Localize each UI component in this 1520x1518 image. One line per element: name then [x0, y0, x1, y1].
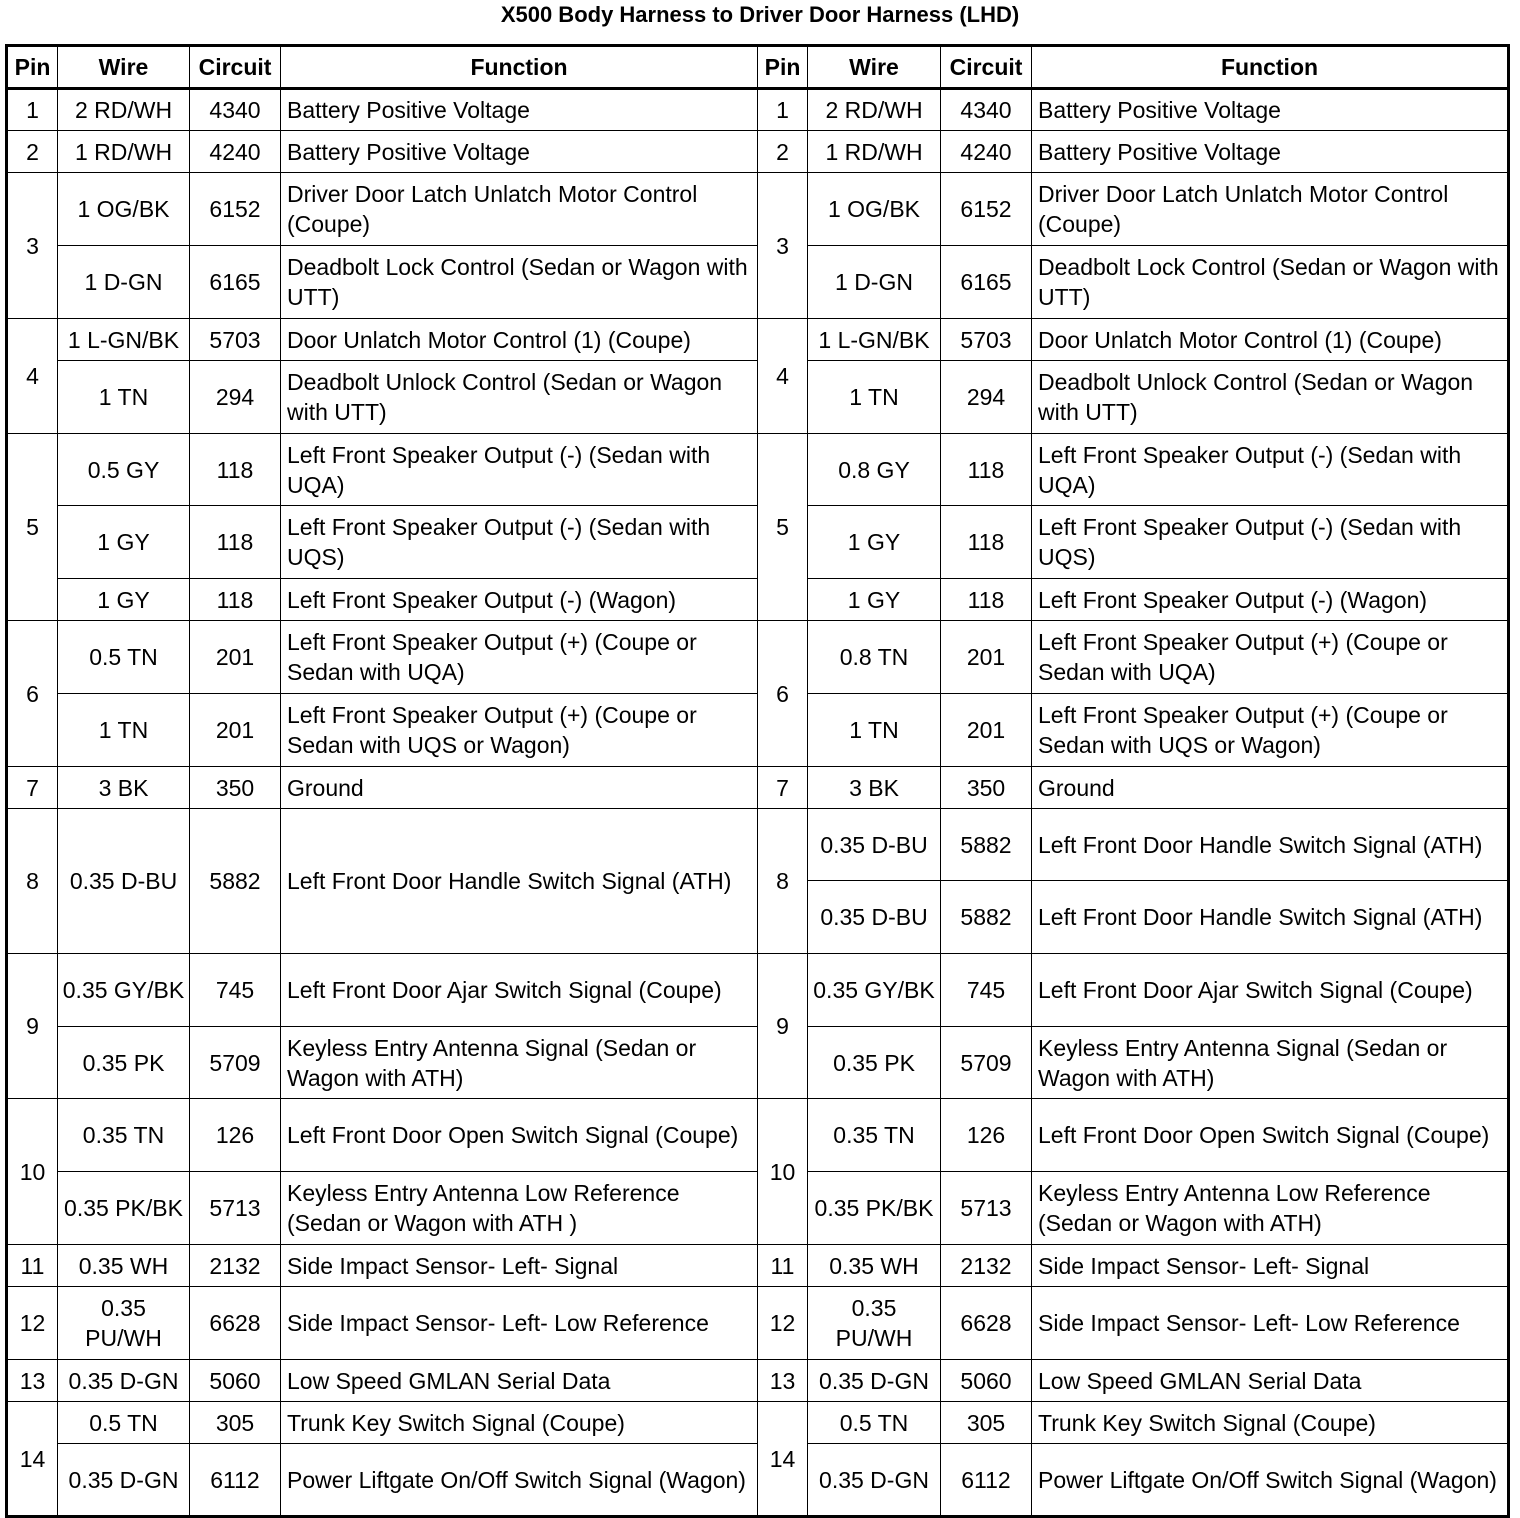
wire-cell-right: 0.35 PU/WH: [808, 1287, 941, 1360]
pin-cell-right: 14: [758, 1402, 808, 1517]
circuit-cell-left: 6165: [190, 246, 281, 319]
wire-cell-right: 0.8 GY: [808, 434, 941, 506]
circuit-cell-right: 5060: [941, 1360, 1032, 1402]
circuit-cell-left: 5709: [190, 1027, 281, 1099]
wire-cell-right: 1 OG/BK: [808, 173, 941, 246]
circuit-cell-left: 118: [190, 506, 281, 579]
circuit-cell-left: 305: [190, 1402, 281, 1444]
table-row: [7, 767, 1509, 809]
function-cell-left: Low Speed GMLAN Serial Data: [281, 1360, 758, 1402]
circuit-cell-left: 5060: [190, 1360, 281, 1402]
function-cell-right: Trunk Key Switch Signal (Coupe): [1032, 1402, 1509, 1444]
circuit-cell-left: 350: [190, 767, 281, 809]
wire-cell-right: 0.35 D-BU: [808, 809, 941, 881]
function-cell-left: Deadbolt Unlock Control (Sedan or Wagon with UTT): [281, 361, 758, 434]
wire-cell-right: 0.35 GY/BK: [808, 954, 941, 1027]
function-cell-right: Left Front Door Handle Switch Signal (ATH): [1032, 809, 1509, 881]
function-cell-left: Left Front Speaker Output (-) (Sedan with UQS): [281, 506, 758, 579]
circuit-cell-left: 6112: [190, 1444, 281, 1517]
table-row: [7, 89, 1509, 131]
circuit-cell-right: 6152: [941, 173, 1032, 246]
function-cell-right: Keyless Entry Antenna Signal (Sedan or Wagon with ATH): [1032, 1027, 1509, 1099]
wire-cell-left: 0.35 WH: [58, 1245, 190, 1287]
circuit-cell-right: 4240: [941, 131, 1032, 173]
circuit-cell-right: 5709: [941, 1027, 1032, 1099]
function-cell-right: Battery Positive Voltage: [1032, 131, 1509, 173]
wire-cell-right: 3 BK: [808, 767, 941, 809]
function-cell-left: Driver Door Latch Unlatch Motor Control (Coupe): [281, 173, 758, 246]
wire-cell-left: 1 TN: [58, 361, 190, 434]
function-cell-right: Side Impact Sensor- Left- Signal: [1032, 1245, 1509, 1287]
circuit-cell-left: 5882: [190, 809, 281, 954]
pin-cell-right: 9: [758, 954, 808, 1099]
wire-cell-right: 0.35 D-GN: [808, 1360, 941, 1402]
pin-cell-right: 3: [758, 173, 808, 319]
wire-cell-right: 1 TN: [808, 694, 941, 767]
function-cell-right: Driver Door Latch Unlatch Motor Control (Coupe): [1032, 173, 1509, 246]
circuit-cell-left: 6628: [190, 1287, 281, 1360]
page-title: X500 Body Harness to Driver Door Harness (LHD): [500, 2, 1020, 27]
wire-cell-left: 3 BK: [58, 767, 190, 809]
table-row: [7, 1402, 1509, 1444]
pin-cell-left: 4: [7, 319, 58, 434]
circuit-cell-left: 2132: [190, 1245, 281, 1287]
circuit-cell-right: 4340: [941, 89, 1032, 131]
function-cell-left: Power Liftgate On/Off Switch Signal (Wagon): [281, 1444, 758, 1517]
circuit-cell-right: 350: [941, 767, 1032, 809]
function-cell-right: Left Front Speaker Output (-) (Sedan with UQA): [1032, 434, 1509, 506]
wire-cell-right: 0.35 TN: [808, 1099, 941, 1172]
pin-cell-left: 14: [7, 1402, 58, 1517]
wire-cell-left: 1 GY: [58, 506, 190, 579]
circuit-cell-left: 201: [190, 694, 281, 767]
circuit-cell-right: 5882: [941, 881, 1032, 954]
pin-cell-right: 13: [758, 1360, 808, 1402]
pin-cell-left: 1: [7, 89, 58, 131]
function-cell-left: Left Front Door Open Switch Signal (Coupe): [281, 1099, 758, 1172]
table-row: [7, 621, 1509, 694]
pin-cell-right: 7: [758, 767, 808, 809]
function-cell-left: Door Unlatch Motor Control (1) (Coupe): [281, 319, 758, 361]
table-row: [7, 1099, 1509, 1172]
circuit-cell-right: 745: [941, 954, 1032, 1027]
pin-cell-left: 7: [7, 767, 58, 809]
circuit-cell-left: 118: [190, 579, 281, 621]
function-cell-left: Left Front Speaker Output (-) (Sedan with UQA): [281, 434, 758, 506]
pin-cell-left: 5: [7, 434, 58, 621]
wire-cell-right: 0.5 TN: [808, 1402, 941, 1444]
header-function-right: Function: [1032, 46, 1509, 89]
circuit-cell-right: 6165: [941, 246, 1032, 319]
function-cell-left: Left Front Door Handle Switch Signal (ATH): [281, 809, 758, 954]
circuit-cell-left: 4340: [190, 89, 281, 131]
function-cell-left: Keyless Entry Antenna Signal (Sedan or Wagon with ATH): [281, 1027, 758, 1099]
circuit-cell-right: 2132: [941, 1245, 1032, 1287]
table-body: [7, 89, 1509, 1517]
circuit-cell-left: 201: [190, 621, 281, 694]
function-cell-right: Left Front Door Handle Switch Signal (ATH): [1032, 881, 1509, 954]
function-cell-left: Left Front Speaker Output (+) (Coupe or Sedan with UQA): [281, 621, 758, 694]
circuit-cell-left: 5713: [190, 1172, 281, 1245]
function-cell-left: Battery Positive Voltage: [281, 89, 758, 131]
wire-cell-left: 0.35 D-GN: [58, 1444, 190, 1517]
header-circuit-right: Circuit: [941, 46, 1032, 89]
function-cell-right: Left Front Door Open Switch Signal (Coupe): [1032, 1099, 1509, 1172]
circuit-cell-right: 118: [941, 506, 1032, 579]
function-cell-right: Keyless Entry Antenna Low Reference (Sedan or Wagon with ATH): [1032, 1172, 1509, 1245]
function-cell-right: Left Front Door Ajar Switch Signal (Coupe): [1032, 954, 1509, 1027]
table-row: [7, 173, 1509, 246]
pin-cell-left: 3: [7, 173, 58, 319]
function-cell-right: Battery Positive Voltage: [1032, 89, 1509, 131]
function-cell-right: Ground: [1032, 767, 1509, 809]
function-cell-left: Ground: [281, 767, 758, 809]
wire-cell-left: 1 GY: [58, 579, 190, 621]
wire-cell-left: 1 TN: [58, 694, 190, 767]
circuit-cell-left: 294: [190, 361, 281, 434]
pin-cell-left: 2: [7, 131, 58, 173]
pin-cell-right: 11: [758, 1245, 808, 1287]
wire-cell-left: 1 RD/WH: [58, 131, 190, 173]
wire-cell-right: 2 RD/WH: [808, 89, 941, 131]
function-cell-right: Left Front Speaker Output (+) (Coupe or Sedan with UQA): [1032, 621, 1509, 694]
function-cell-left: Keyless Entry Antenna Low Reference (Sedan or Wagon with ATH ): [281, 1172, 758, 1245]
table-row: [7, 131, 1509, 173]
circuit-cell-right: 118: [941, 434, 1032, 506]
function-cell-left: Left Front Speaker Output (-) (Wagon): [281, 579, 758, 621]
wire-cell-right: 1 RD/WH: [808, 131, 941, 173]
function-cell-right: Door Unlatch Motor Control (1) (Coupe): [1032, 319, 1509, 361]
table-row: [7, 809, 1509, 881]
header-function-left: Function: [281, 46, 758, 89]
wire-cell-left: 1 L-GN/BK: [58, 319, 190, 361]
wire-cell-left: 0.5 GY: [58, 434, 190, 506]
wire-cell-left: 0.35 PU/WH: [58, 1287, 190, 1360]
function-cell-left: Side Impact Sensor- Left- Low Reference: [281, 1287, 758, 1360]
circuit-cell-right: 305: [941, 1402, 1032, 1444]
pin-cell-right: 8: [758, 809, 808, 954]
circuit-cell-right: 118: [941, 579, 1032, 621]
table-row: [7, 1360, 1509, 1402]
pin-cell-left: 13: [7, 1360, 58, 1402]
circuit-cell-right: 5713: [941, 1172, 1032, 1245]
table-row: [7, 954, 1509, 1027]
circuit-cell-left: 5703: [190, 319, 281, 361]
wire-cell-left: 0.5 TN: [58, 621, 190, 694]
circuit-cell-right: 5882: [941, 809, 1032, 881]
pin-cell-left: 12: [7, 1287, 58, 1360]
circuit-cell-left: 118: [190, 434, 281, 506]
function-cell-right: Left Front Speaker Output (-) (Wagon): [1032, 579, 1509, 621]
wire-cell-right: 0.35 D-BU: [808, 881, 941, 954]
circuit-cell-right: 201: [941, 621, 1032, 694]
function-cell-left: Deadbolt Lock Control (Sedan or Wagon with UTT): [281, 246, 758, 319]
table-row: [7, 434, 1509, 506]
circuit-cell-right: 126: [941, 1099, 1032, 1172]
function-cell-left: Battery Positive Voltage: [281, 131, 758, 173]
pin-cell-right: 2: [758, 131, 808, 173]
circuit-cell-right: 201: [941, 694, 1032, 767]
function-cell-right: Deadbolt Unlock Control (Sedan or Wagon with UTT): [1032, 361, 1509, 434]
wire-cell-left: 0.35 GY/BK: [58, 954, 190, 1027]
header-pin-right: Pin: [758, 46, 808, 89]
function-cell-left: Left Front Speaker Output (+) (Coupe or Sedan with UQS or Wagon): [281, 694, 758, 767]
wire-cell-right: 1 TN: [808, 361, 941, 434]
function-cell-right: Left Front Speaker Output (+) (Coupe or Sedan with UQS or Wagon): [1032, 694, 1509, 767]
function-cell-left: Left Front Door Ajar Switch Signal (Coupe): [281, 954, 758, 1027]
wire-cell-right: 1 D-GN: [808, 246, 941, 319]
wire-cell-left: 0.35 PK/BK: [58, 1172, 190, 1245]
pin-cell-right: 6: [758, 621, 808, 767]
circuit-cell-left: 745: [190, 954, 281, 1027]
pinout-table: [5, 44, 1510, 1518]
circuit-cell-left: 4240: [190, 131, 281, 173]
circuit-cell-right: 6112: [941, 1444, 1032, 1517]
function-cell-right: Side Impact Sensor- Left- Low Reference: [1032, 1287, 1509, 1360]
pin-cell-right: 1: [758, 89, 808, 131]
wire-cell-left: 1 OG/BK: [58, 173, 190, 246]
function-cell-right: Left Front Speaker Output (-) (Sedan with UQS): [1032, 506, 1509, 579]
wire-cell-right: 0.35 WH: [808, 1245, 941, 1287]
wire-cell-right: 1 GY: [808, 506, 941, 579]
function-cell-right: Deadbolt Lock Control (Sedan or Wagon with UTT): [1032, 246, 1509, 319]
circuit-cell-right: 5703: [941, 319, 1032, 361]
header-wire-right: Wire: [808, 46, 941, 89]
pin-cell-left: 11: [7, 1245, 58, 1287]
pin-cell-right: 4: [758, 319, 808, 434]
circuit-cell-left: 6152: [190, 173, 281, 246]
pin-cell-left: 6: [7, 621, 58, 767]
header-wire-left: Wire: [58, 46, 190, 89]
function-cell-left: Side Impact Sensor- Left- Signal: [281, 1245, 758, 1287]
header-row: [7, 46, 1509, 89]
wire-cell-left: 2 RD/WH: [58, 89, 190, 131]
pin-cell-right: 12: [758, 1287, 808, 1360]
circuit-cell-right: 6628: [941, 1287, 1032, 1360]
wire-cell-left: 0.35 D-GN: [58, 1360, 190, 1402]
table-row: [7, 1287, 1509, 1360]
header-pin-left: Pin: [7, 46, 58, 89]
pin-cell-right: 10: [758, 1099, 808, 1245]
wire-cell-right: 1 GY: [808, 579, 941, 621]
function-cell-right: Low Speed GMLAN Serial Data: [1032, 1360, 1509, 1402]
function-cell-right: Power Liftgate On/Off Switch Signal (Wagon): [1032, 1444, 1509, 1517]
circuit-cell-left: 126: [190, 1099, 281, 1172]
circuit-cell-right: 294: [941, 361, 1032, 434]
wire-cell-left: 0.35 D-BU: [58, 809, 190, 954]
wire-cell-left: 0.35 PK: [58, 1027, 190, 1099]
wire-cell-right: 0.8 TN: [808, 621, 941, 694]
wire-cell-right: 0.35 PK: [808, 1027, 941, 1099]
wire-cell-right: 0.35 PK/BK: [808, 1172, 941, 1245]
wire-cell-right: 1 L-GN/BK: [808, 319, 941, 361]
wire-cell-left: 0.35 TN: [58, 1099, 190, 1172]
table-row: [7, 1245, 1509, 1287]
wire-cell-right: 0.35 D-GN: [808, 1444, 941, 1517]
pin-cell-right: 5: [758, 434, 808, 621]
pin-cell-left: 9: [7, 954, 58, 1099]
pin-cell-left: 8: [7, 809, 58, 954]
wire-cell-left: 1 D-GN: [58, 246, 190, 319]
header-circuit-left: Circuit: [190, 46, 281, 89]
wire-cell-left: 0.5 TN: [58, 1402, 190, 1444]
table-row: [7, 319, 1509, 361]
function-cell-left: Trunk Key Switch Signal (Coupe): [281, 1402, 758, 1444]
pin-cell-left: 10: [7, 1099, 58, 1245]
